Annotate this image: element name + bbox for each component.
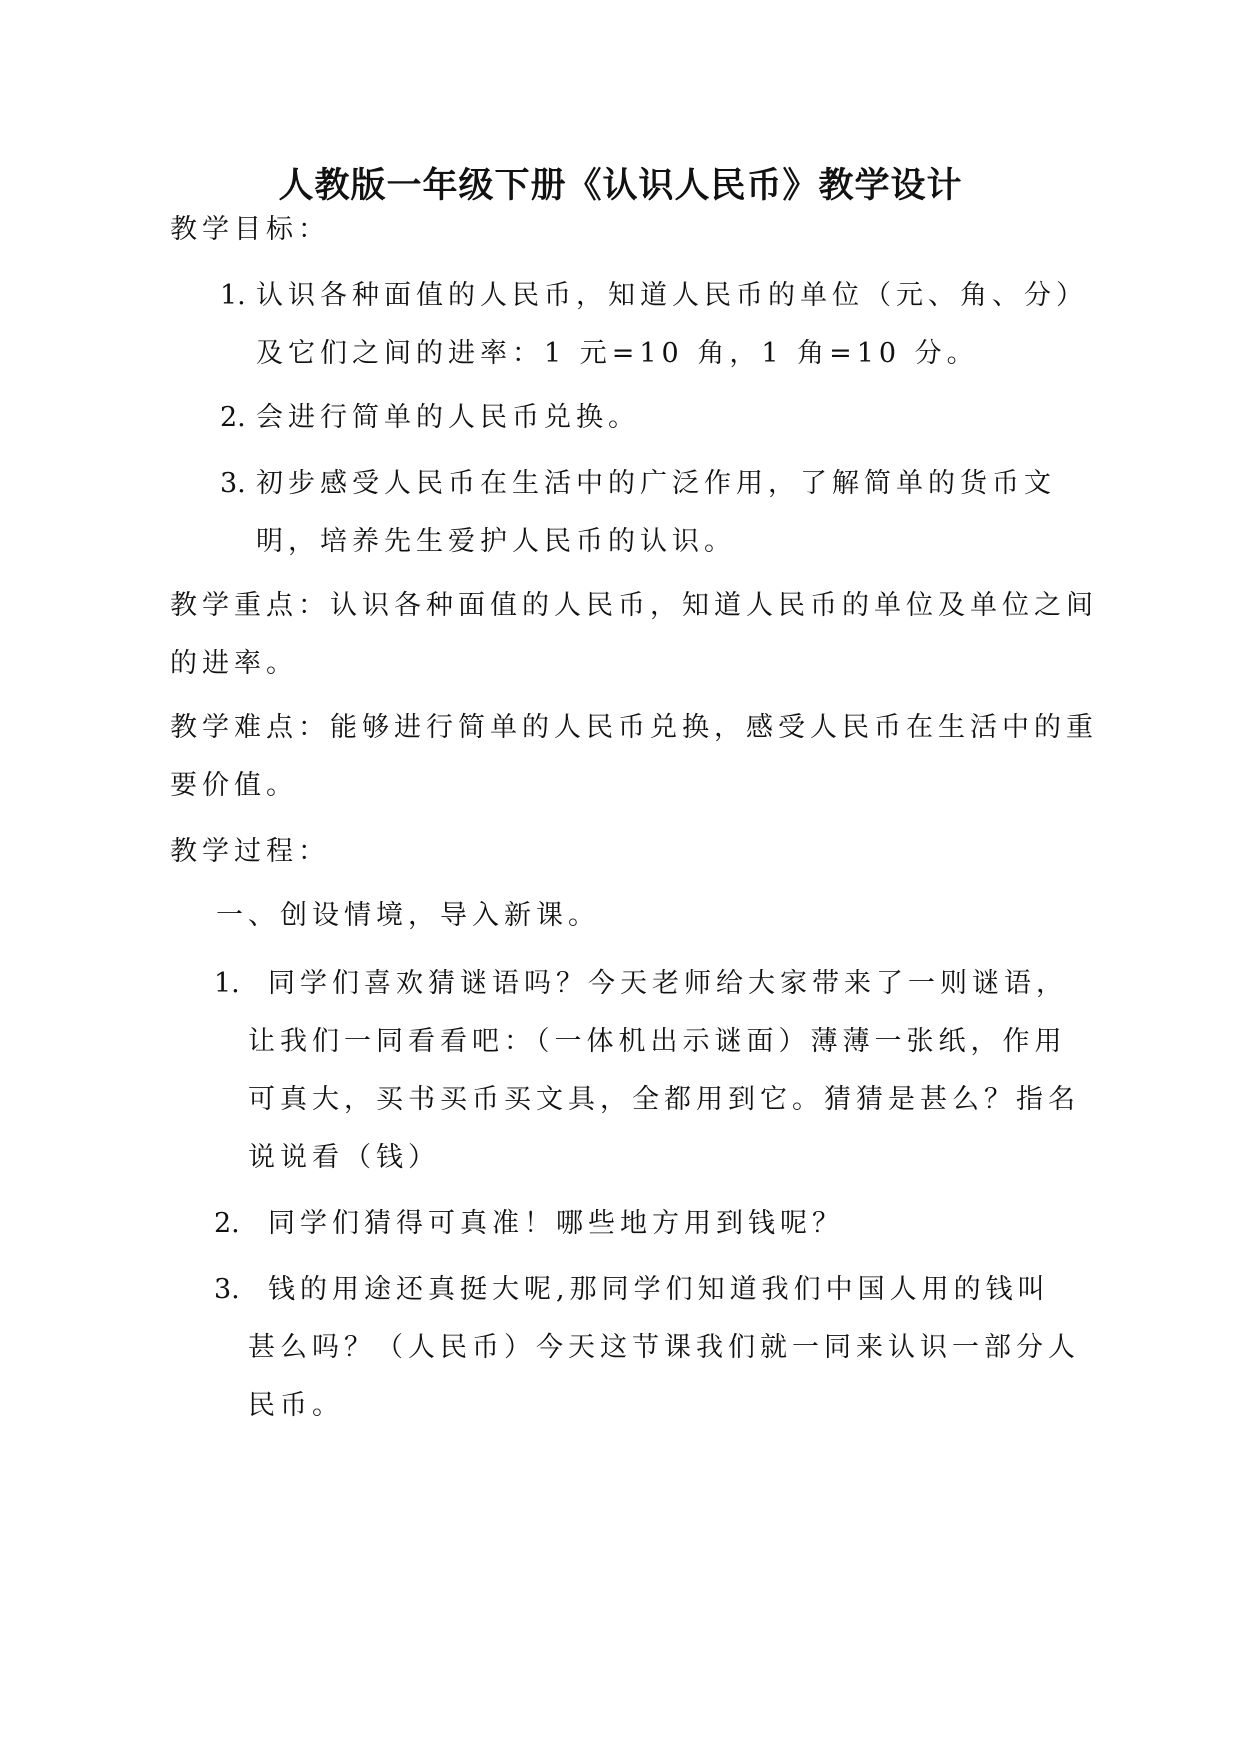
objective-3-line-1: 初步感受人民币在生活中的广泛作用，了解简单的货币文: [256, 468, 1056, 499]
process-3-line-1: 钱的用途还真挺大呢,那同学们知道我们中国人用的钱叫: [268, 1274, 1050, 1305]
process-heading: 教学过程：: [170, 836, 330, 867]
process-section-1: 一、创设情境，导入新课。: [216, 900, 600, 931]
objective-number-3: 3.: [220, 468, 246, 499]
objective-1-line-1: 认识各种面值的人民币，知道人民币的单位（元、角、分）: [256, 280, 1088, 311]
objective-number-2: 2.: [220, 402, 246, 433]
process-number-2: 2.: [214, 1208, 240, 1239]
objective-number-1: 1.: [220, 280, 246, 311]
objective-1-line-2: 及它们之间的进率：1 元=10 角，1 角=10 分。: [256, 338, 979, 369]
difficulties-line-2: 要价值。: [170, 770, 298, 801]
document-title: 人教版一年级下册《认识人民币》教学设计: [278, 166, 963, 206]
process-2-line-1: 同学们猜得可真准！哪些地方用到钱呢？: [268, 1208, 844, 1239]
process-3-line-2: 甚么吗？（人民币）今天这节课我们就一同来认识一部分人: [248, 1332, 1080, 1363]
difficulties-line-1: 教学难点：能够进行简单的人民币兑换，感受人民币在生活中的重: [170, 712, 1098, 743]
process-number-1: 1.: [214, 968, 240, 999]
key-points-line-1: 教学重点：认识各种面值的人民币，知道人民币的单位及单位之间: [170, 590, 1098, 621]
objective-3-line-2: 明，培养先生爱护人民币的认识。: [256, 526, 736, 557]
process-1-line-4: 说说看（钱）: [248, 1142, 440, 1173]
process-1-line-3: 可真大，买书买币买文具，全都用到它。猜猜是甚么？指名: [248, 1084, 1080, 1115]
key-points-line-2: 的进率。: [170, 648, 298, 679]
objectives-heading: 教学目标：: [170, 214, 330, 245]
process-1-line-1: 同学们喜欢猜谜语吗？今天老师给大家带来了一则谜语，: [268, 968, 1068, 999]
process-3-line-3: 民币。: [248, 1390, 344, 1421]
process-number-3: 3.: [214, 1274, 240, 1305]
process-1-line-2: 让我们一同看看吧：（一体机出示谜面）薄薄一张纸，作用: [248, 1026, 1067, 1057]
objective-2-line-1: 会进行简单的人民币兑换。: [256, 402, 640, 433]
